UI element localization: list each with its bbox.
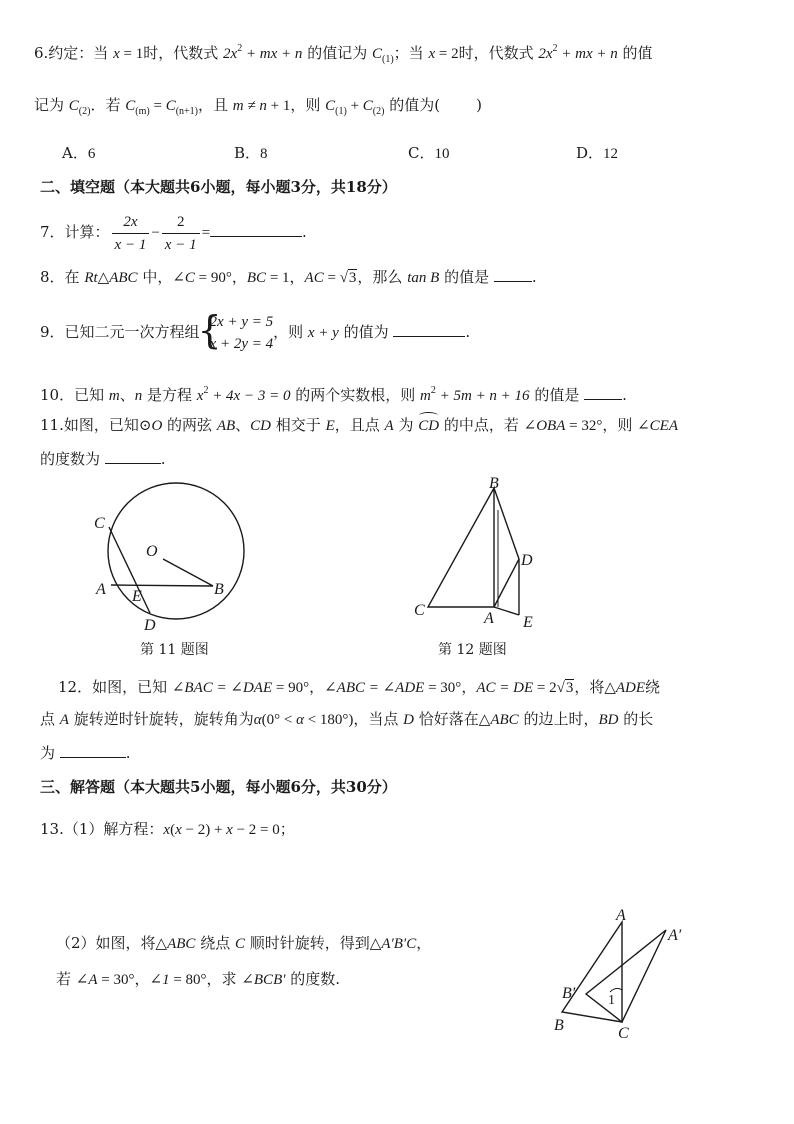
q6-option-d: D．12 <box>576 144 619 162</box>
fig13-label-b-prime: B′ <box>562 985 576 1002</box>
q6-line2: 记为 $C_{(2)}$．若 $C_{(m)} = C_{(n+1)}$，且 m ≠ n + 1，则 $C_{(1)} + C_{(2)}$ 的值为( ) <box>34 96 482 117</box>
fig13-triangle-abc-prime <box>586 930 666 1022</box>
fig11-circle <box>108 483 244 619</box>
figure-12 <box>400 470 570 666</box>
q12-line3: 为 . <box>40 744 131 762</box>
q8-answer-blank <box>494 267 532 282</box>
fig13-label-angle-1: 1 <box>608 993 615 1008</box>
fig11-label-e: E <box>132 588 142 605</box>
q8: 8．在 Rt△ABC 中，∠C = 90°，BC = 1，AC = √3，那么 tan B 的值是 . <box>40 268 537 286</box>
q11-line1: 11.如图，已知⊙O 的两弦 AB、CD 相交于 E，且点 A 为 CD 的中点，若 ∠OBA = 32°，则 ∠CEA <box>40 414 678 437</box>
fig12-label-b: B <box>489 475 499 492</box>
q7-fraction-1: $\frac{2x}{x - 1}$ <box>112 211 150 256</box>
figure-13 <box>548 904 708 1050</box>
fig11-radius-ob <box>163 559 213 586</box>
q11-answer-blank <box>105 449 161 464</box>
fig12-label-d: D <box>521 552 533 569</box>
q13-part2-line2: 若 ∠A = 30°，∠1 = 80°，求 ∠BCB′ 的度数. <box>56 970 341 988</box>
q12-line1: 12．如图，已知 ∠BAC = ∠DAE = 90°，∠ABC = ∠ADE = 30°，AC = DE = 2√3，将△ADE绕 <box>58 678 661 696</box>
fig11-label-b: B <box>214 581 224 598</box>
fig13-label-a-prime: A′ <box>668 927 682 944</box>
fig11-caption: 第 11 题图 <box>140 642 209 658</box>
q6-line1: 6.约定：当 x = 1时，代数式 $2x^2$ + mx + n 的值记为 $C_{(1)}$；当 x = 2时，代数式 $2x^2$ + mx + n 的值 <box>34 43 653 65</box>
q7-answer-blank <box>210 222 302 237</box>
fig12-caption: 第 12 题图 <box>438 642 507 658</box>
q12-answer-blank <box>60 743 126 758</box>
fig11-label-c: C <box>94 515 105 532</box>
figure-11 <box>80 470 260 666</box>
q10-answer-blank <box>584 385 622 400</box>
section-2-heading: 二、填空题（本大题共6小题，每小题3分，共18分） <box>40 178 397 196</box>
fig12-label-e: E <box>523 614 533 631</box>
q10: 10．已知 m、n 是方程 $x^2 + 4x - 3 = 0$ 的两个实数根，则 $m^2 + 5m + n + 16$ 的值是 . <box>40 385 627 404</box>
q9-answer-blank <box>393 322 465 337</box>
fig11-label-d: D <box>144 617 156 634</box>
q7: 7．计算： $\frac{2x}{x - 1}$ − $\frac{2}{x - 1}$ = . <box>40 208 307 257</box>
q9-equation-system: { 2x + y = 5 x + 2y = 4 <box>197 308 274 352</box>
fig12-segment-ae <box>494 607 519 615</box>
fig11-label-a: A <box>96 581 106 598</box>
fig12-label-c: C <box>414 602 425 619</box>
q6-option-a: A．6 <box>62 144 96 162</box>
q7-fraction-2: $\frac{2}{x - 1}$ <box>162 211 200 256</box>
fig13-angle-1-arc <box>610 988 622 992</box>
fig13-label-b: B <box>554 1017 564 1034</box>
fig12-triangle-abc <box>428 488 494 607</box>
section-3-heading: 三、解答题（本大题共5小题，每小题6分，共30分） <box>40 778 397 796</box>
q6-option-b: B．8 <box>234 144 268 162</box>
q9: 9．已知二元一次方程组 { 2x + y = 5 x + 2y = 4 ，则 x + y 的值为 . <box>40 308 470 357</box>
fig12-label-a: A <box>484 610 494 627</box>
q11-line2: 的度数为 . <box>40 450 166 468</box>
fig11-label-o: O <box>146 543 158 560</box>
q12-line2: 点 A 旋转逆时针旋转，旋转角为α(0° < α < 180°)，当点 D 恰好落在△ABC 的边上时，BD 的长 <box>40 710 654 728</box>
fig11-chord-ab <box>111 585 213 586</box>
q13-part2-line1: （2）如图，将△ABC 绕点 C 顺时针旋转，得到△A′B′C， <box>56 934 432 952</box>
fig13-label-c: C <box>618 1025 629 1042</box>
q13-part1: 13.（1）解方程：x(x − 2) + x − 2 = 0； <box>40 820 295 838</box>
fig13-label-a: A <box>616 907 626 924</box>
q6-option-c: C．10 <box>408 144 450 162</box>
